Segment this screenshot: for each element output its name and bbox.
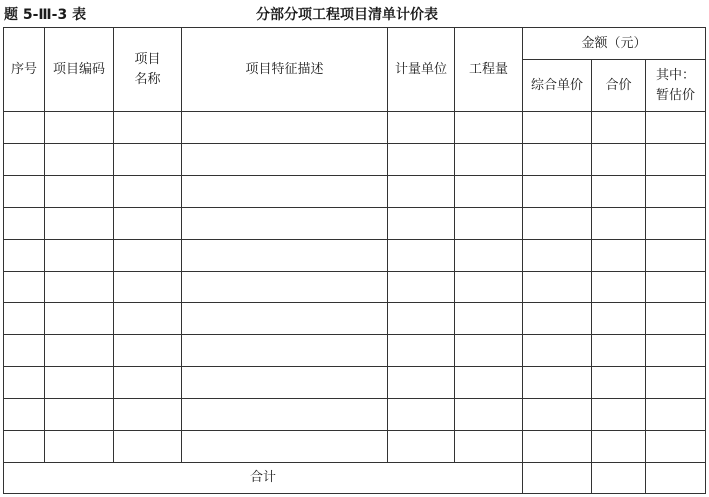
table-row-line — [3, 334, 706, 335]
table-row-line — [3, 207, 706, 208]
table-row-line — [3, 175, 706, 176]
footer-total-label: 合计 — [249, 470, 276, 485]
col-line-7 — [591, 59, 592, 494]
header-desc: 项目特征描述 — [245, 61, 324, 77]
header-name-line2: 名称 — [134, 71, 161, 87]
table-title: 分部分项工程项目清单计价表 — [256, 7, 438, 23]
table-row-line — [3, 398, 706, 399]
table-row-line — [3, 239, 706, 240]
header-bottom-line — [3, 111, 706, 112]
pricing-table — [0, 27, 709, 497]
header-qty: 工程量 — [468, 61, 508, 77]
header-unit-price: 综合单价 — [530, 77, 583, 93]
table-row-line — [3, 302, 706, 303]
header-seq: 序号 — [10, 61, 37, 77]
header-estimate-line1: 其中： — [655, 67, 695, 83]
table-row-line — [3, 143, 706, 144]
header-unit: 计量单位 — [394, 61, 447, 77]
header-estimate — [646, 60, 705, 111]
table-row-line — [3, 271, 706, 272]
table-number-label: 题 5-Ⅲ-3 表 — [4, 7, 87, 23]
table-row-line — [3, 430, 706, 431]
header-amount-group: 金额（元） — [581, 35, 647, 51]
table-bottom-border — [3, 493, 706, 494]
header-total: 合价 — [605, 77, 632, 93]
table-right-border — [705, 27, 706, 494]
header-code: 项目编码 — [52, 61, 105, 77]
header-estimate-line2: 暂估价 — [655, 87, 695, 103]
col-line-8 — [645, 59, 646, 494]
header-name-line1: 项目 — [134, 51, 161, 67]
header-name — [114, 28, 181, 111]
table-row-line — [3, 366, 706, 367]
